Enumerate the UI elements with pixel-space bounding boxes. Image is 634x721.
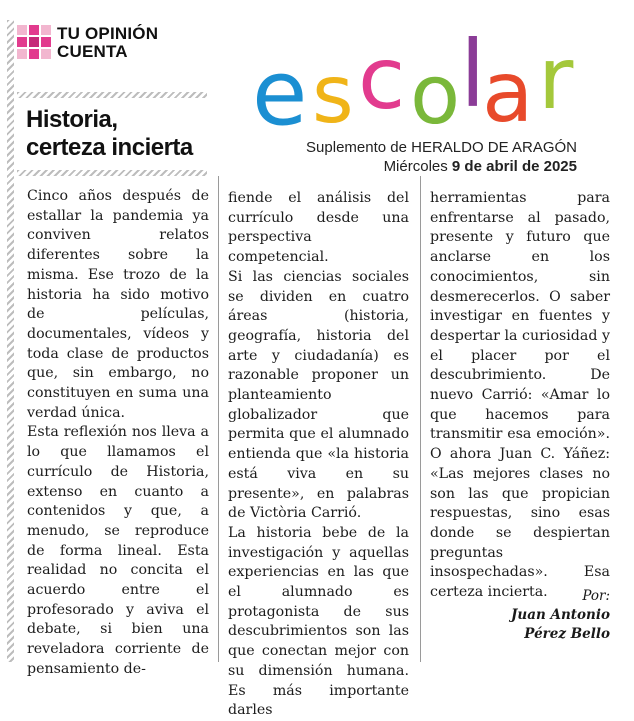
article-column-3 [430,189,610,603]
section-label-line2: CUENTA [57,42,128,61]
headline-line1: Historia, [26,106,118,133]
byline-author-line2: Pérez Bello [524,626,610,642]
left-hatch-border [7,20,14,662]
paragraph: Si las ciencias sociales se dividen en cuatro áreas (historia, geografía, historia del arte y ciudadanía) es razonable proponer un planteamiento globalizador que permita que el alumnado entienda que «la historia está viva en su presente», en palabras de Victòria Carrió. [228,268,409,522]
supplement-weekday: Miércoles [383,158,448,175]
paragraph: Esta reflexión nos lleva a lo que llamamos el currículo de Historia, extenso en cuanto a contenidos y que, a menudo, se reproduce de forma lineal. Esta realidad no concita el acuerdo entre el profesorado y aviva el debate, si bien una reveladora corriente de pensamiento de- [27,424,209,677]
article-column-2 [228,189,409,721]
supplement-title: Suplemento de HERALDO DE ARAGÓN [306,139,577,156]
section-header [17,25,158,61]
logo-letter-a: a [482,43,534,136]
article-column-1 [27,187,209,680]
column-divider-2 [420,176,421,662]
column-divider-1 [218,176,219,662]
supplement-date: 9 de abril de 2025 [451,158,577,175]
headline-line2: certeza incierta [26,134,193,161]
hatch-divider-top [17,92,207,98]
section-label [57,25,158,61]
logo-letter-c: c [358,29,406,129]
paragraph: Cinco años después de estallar la pandemia ya conviven relatos diferentes sobre la misma. Ese trozo de la historia ha sido motivo de películas, documentales, vídeos y toda clase de productos que, sin embargo, no constituyen en suma una verdad única. [27,188,209,421]
escolar-logo [250,26,600,136]
byline [430,587,610,644]
logo-letter-o: o [410,48,461,136]
plus-grid-icon [17,25,51,59]
paragraph: La historia bebe de la investigación y aquellas experiencias en las que el alumnado es protagonista de sus descubrimientos son las que conectan mejor con su dimensión humana. Es más importante darles [228,524,409,719]
logo-letter-s: s [312,48,354,136]
section-label-line1: TU OPINIÓN [57,24,159,43]
supplement-date-line [275,157,577,176]
paragraph: herramientas para enfrentarse al pasado, presente y futuro que anclarse en los conocimientos, sin desmerecerlos. O saber investigar en fuentes y despertar la curiosidad y el placer por el descubrimiento. De nuevo Carrió: «Amar lo que hacemos para transmitir esa emoción». O ahora Juan C. Yáñez: «Las mejores clases no son las que propician respuestas, sino esas donde se despiertan preguntas insospechadas». Esa certeza incierta. [430,190,610,601]
hatch-divider-bottom [17,170,207,176]
logo-letter-l: l [460,26,486,128]
supplement-info [275,138,577,176]
paragraph: fiende el análisis del currículo desde una perspectiva competencial. [228,190,409,266]
logo-letter-r: r [538,29,574,129]
byline-author-line1: Juan Antonio [511,607,610,623]
article-headline [26,106,216,162]
byline-prefix: Por: [582,588,610,604]
logo-letter-e: e [252,41,308,136]
